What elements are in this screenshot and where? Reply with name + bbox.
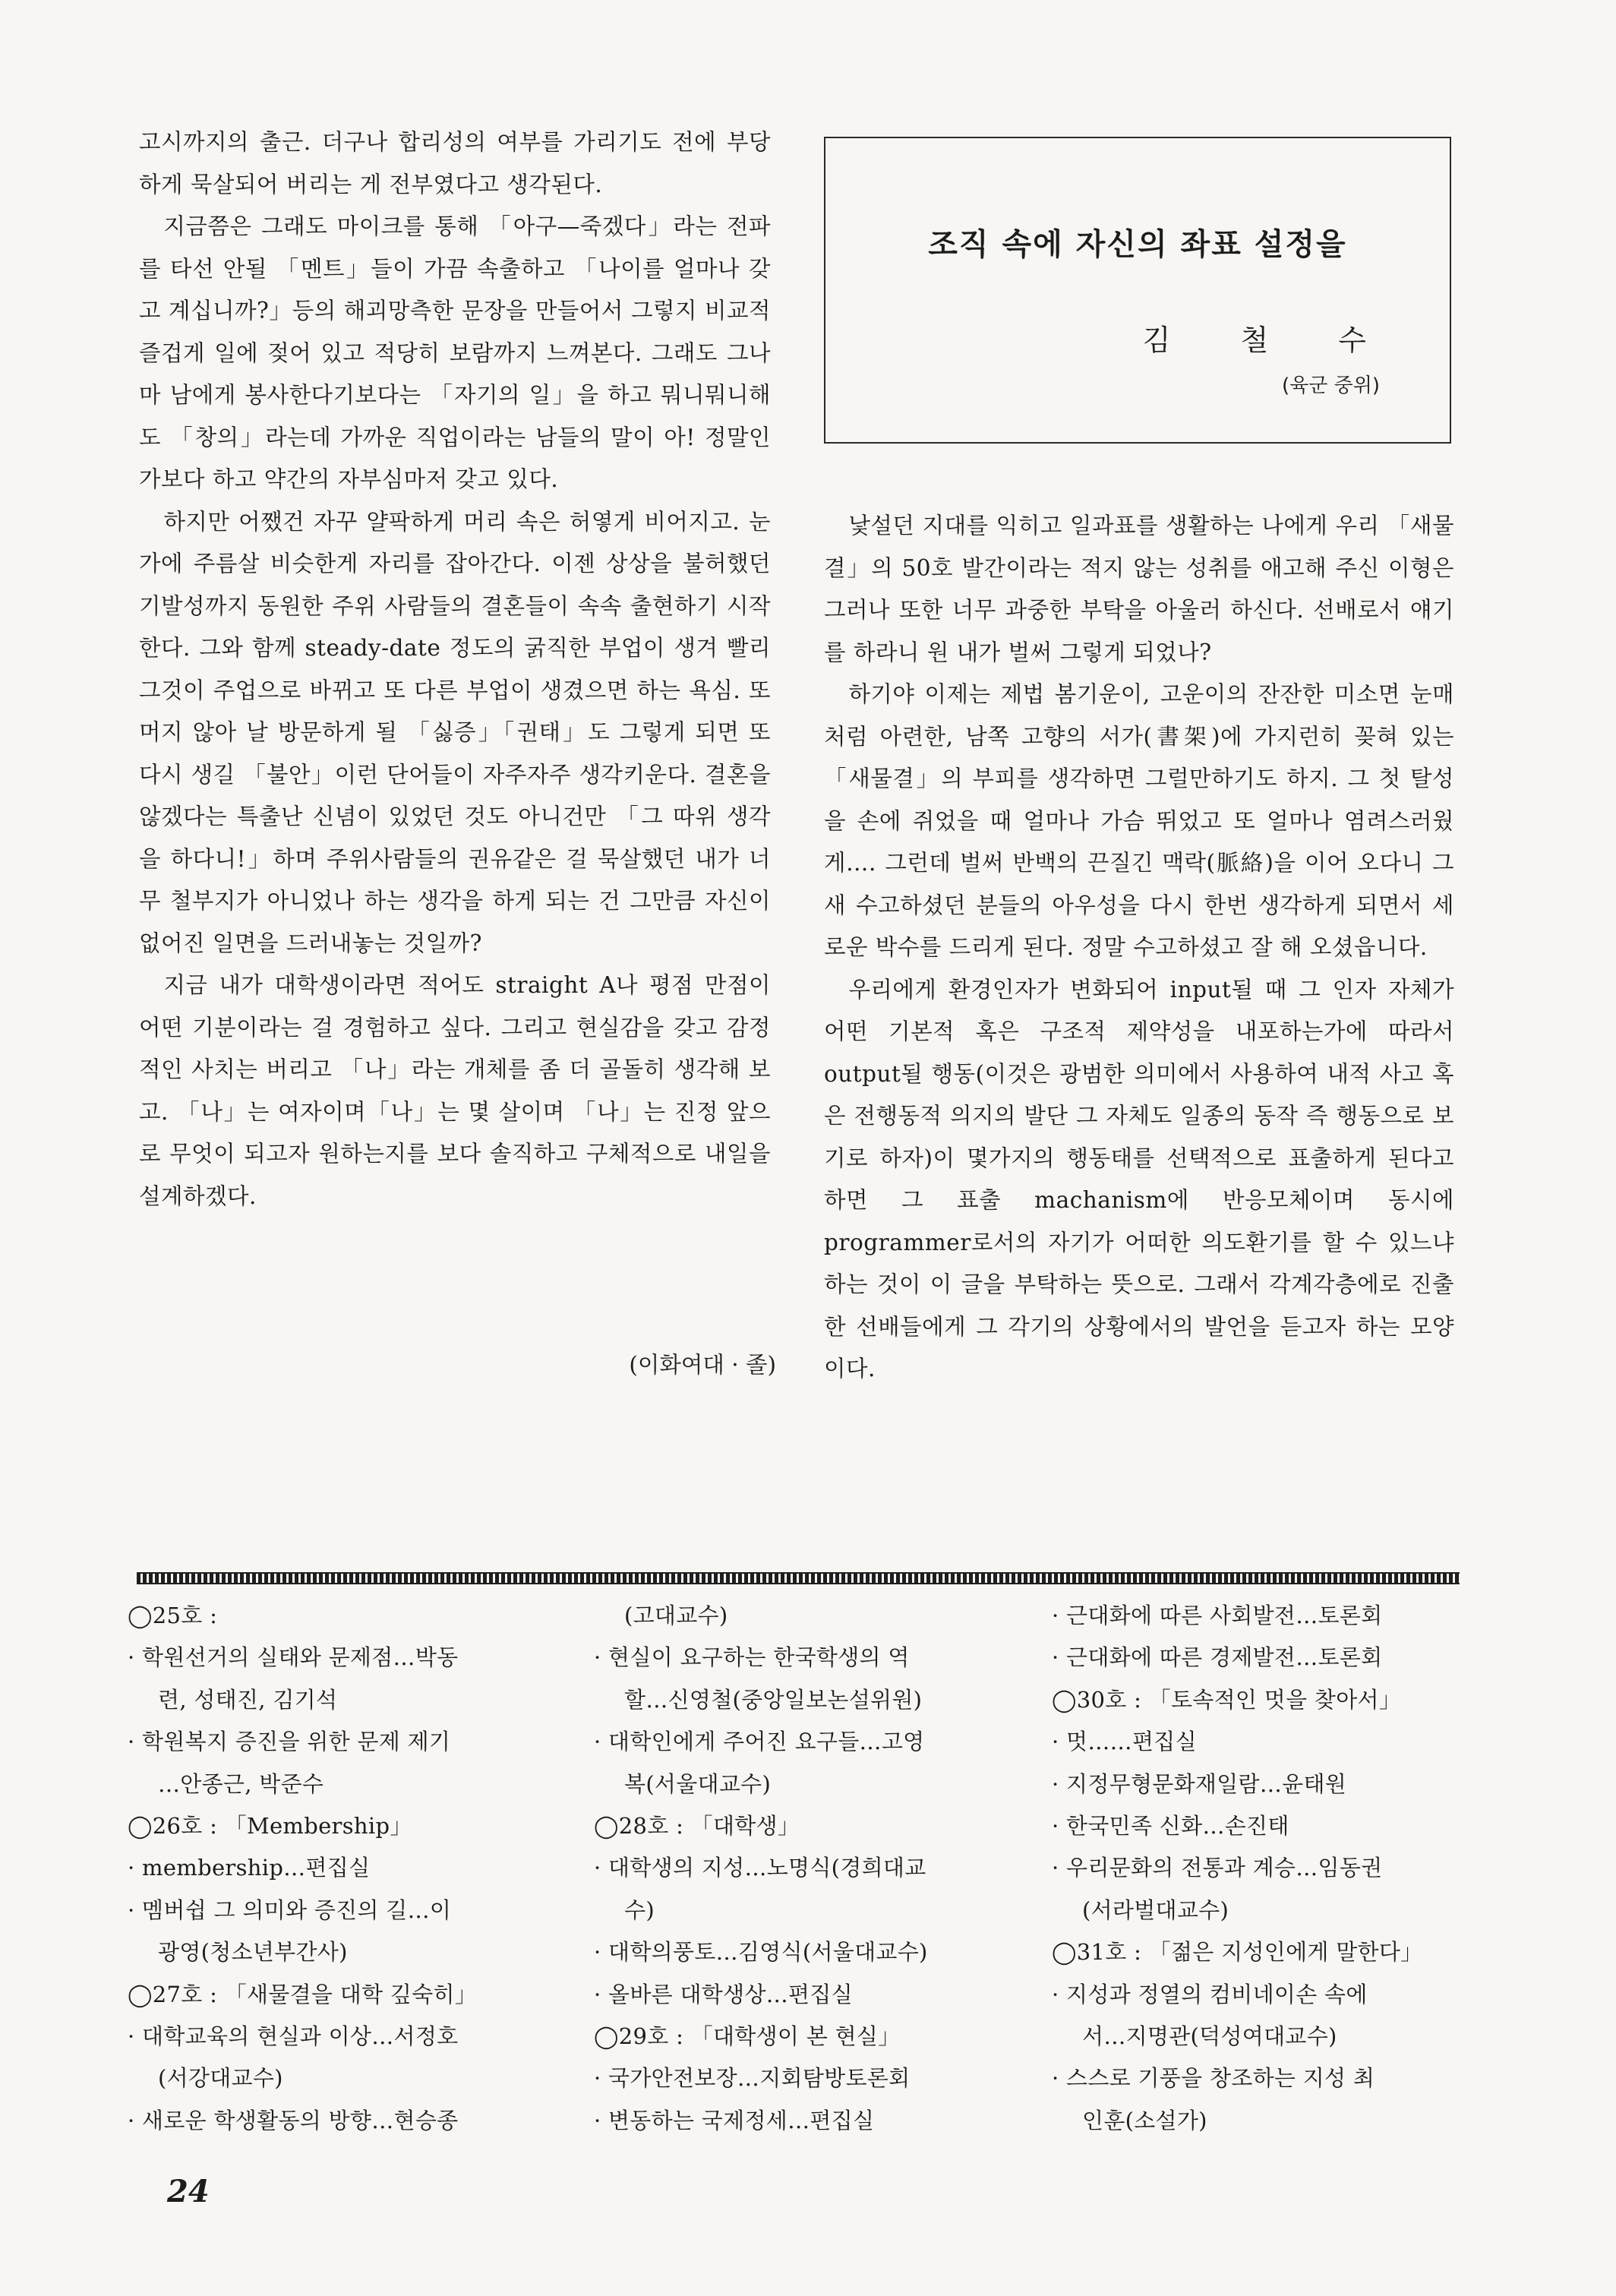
back-issue-line: ◯25호 :: [128, 1603, 218, 1628]
back-issue-line: …안종근, 박준수: [158, 1770, 324, 1797]
back-issue-line: · 스스로 기풍을 창조하는 지성 최: [1052, 2065, 1375, 2092]
right-column: [824, 505, 1454, 1391]
back-issue-line: · 우리문화의 전통과 계승…임동권: [1052, 1855, 1383, 1881]
back-issue-line: ◯30호 : 「토속적인 멋을 찾아서」: [1052, 1686, 1402, 1713]
left-paragraph-4: 지금 내가 대학생이라면 적어도 straight A나 평점 만점이 어떤 기분이라는 걸 경험하고 싶다. 그리고 현실감을 갖고 감정적인 사치는 버리고 「나」라는 개체를 좀 더 골돌히 생각해 보고. 「나」는 여자이며「나」는 몇 살이며 「나」는 진정 앞으로 무엇이 되고자 원하는지를 보다 솔직하고 구체적으로 내일을 설계하겠다.: [139, 972, 771, 1209]
back-issue-line: 련, 성태진, 김기석: [158, 1686, 338, 1713]
back-issue-line: (서강대교수): [158, 2065, 283, 2092]
article-author: 김 철 수: [1142, 324, 1397, 357]
back-issue-line: 서…지명관(덕성여대교수): [1082, 2023, 1337, 2050]
back-issue-line: · 지정무형문화재일람…윤태원: [1052, 1770, 1347, 1797]
back-issue-line: · 현실이 요구하는 한국학생의 역: [594, 1644, 910, 1671]
back-issues-column-2: [594, 1595, 1012, 2142]
right-paragraph-1: 낯설던 지대를 익히고 일과표를 생활하는 나에게 우리 「새물결」의 50호 발간이라는 적지 않는 성취를 애고해 주신 이형은 그러나 또한 너무 과중한 부탁을 아울러 하신다. 선배로서 얘기를 하라니 원 내가 벌써 그렇게 되었나?: [824, 513, 1454, 665]
back-issue-line: ◯29호 : 「대학생이 본 현실」: [594, 2023, 901, 2050]
back-issue-line: 광영(청소년부간사): [158, 1939, 348, 1966]
back-issue-line: ◯26호 : 「Membership」: [128, 1813, 412, 1840]
author-credit: (이화여대 · 졸): [629, 1352, 776, 1378]
back-issue-line: · 대학의풍토…김영식(서울대교수): [594, 1939, 928, 1966]
back-issue-line: · 국가안전보장…지회탐방토론회: [594, 2065, 911, 2092]
back-issue-line: · 대학교육의 현실과 이상…서정호: [128, 2023, 459, 2050]
right-paragraph-2: 하기야 이제는 제법 봄기운이, 고운이의 잔잔한 미소면 눈매처럼 아련한, 남쪽 고향의 서가(書架)에 가지런히 꽂혀 있는 「새물결」의 부피를 생각하면 그럴만하기도 하지. 그 첫 탈성을 손에 쥐었을 때 얼마나 가슴 뛰었고 또 얼마나 염려스러웠게…. 그런데 벌써 반백의 끈질긴 맥락(脈絡)을 이어 오다니 그새 수고하셨던 분들의 아우성을 다시 한번 생각하게 되면서 세로운 박수를 드리게 된다. 정말 수고하셨고 잘 해 오셨읍니다.: [824, 681, 1454, 960]
article-title-box: [824, 137, 1451, 444]
author-affiliation: (육군 중위): [1281, 374, 1380, 397]
back-issue-line: · 지성과 정열의 컴비네이손 속에: [1052, 1981, 1368, 2007]
back-issue-line: · 대학인에게 주어진 요구들…고영: [594, 1729, 925, 1755]
back-issue-line: 인훈(소설가): [1082, 2107, 1207, 2133]
back-issue-line: 복(서울대교수): [624, 1770, 772, 1797]
left-paragraph-3: 하지만 어쨌건 자꾸 얄팍하게 머리 속은 허옇게 비어지고. 눈가에 주름살 비슷한게 자리를 잡아간다. 이젠 상상을 불허했던 기발성까지 동원한 주위 사람들의 결혼들이 속속 출현하기 시작한다. 그와 함께 steady-date 정도의 굵직한 부업이 생겨 빨리 그것이 주업으로 바뀌고 또 다른 부업이 생겼으면 하는 욕심. 또 머지 않아 날 방문하게 될 「싫증」「권태」도 그렇게 되면 또 다시 생길 「불안」이런 단어들이 자주자주 생각키운다. 결혼을 않겠다는 특출난 신념이 있었던 것도 아니건만 「그 따위 생각을 하다니!」하며 주위사람들의 권유같은 걸 묵살했던 내가 너무 철부지가 아니었나 하는 생각을 하게 되는 건 그만큼 자신이 없어진 일면을 드러내놓는 것일까?: [139, 508, 771, 956]
back-issue-line: (고대교수): [624, 1603, 728, 1628]
back-issue-line: · 학원복지 증진을 위한 문제 제기: [128, 1729, 451, 1755]
back-issues-column-1: [128, 1595, 553, 2142]
back-issue-line: (서라벌대교수): [1082, 1896, 1229, 1923]
back-issue-line: · 근대화에 따른 경제발전…토론회: [1052, 1644, 1383, 1671]
right-paragraph-3: 우리에게 환경인자가 변화되어 input될 때 그 인자 자체가 어떤 기본적 혹은 구조적 제약성을 내포하는가에 따라서 output될 행동(이것은 광범한 의미에서 사용하여 내적 사고 혹은 전행동적 의지의 발단 그 자체도 일종의 동작 즉 행동으로 보기로 하자)이 몇가지의 행동태를 선택적으로 표출하게 된다고 하면 그 표출 machanism에 반응모체이며 동시에 programmer로서의 자기가 어떠한 의도환기를 할 수 있느냐 하는 것이 이 글을 부탁하는 뜻으로. 그래서 각계각층에로 진출한 선배들에게 그 각기의 상황에서의 발언을 듣고자 하는 모양이다.: [824, 976, 1454, 1382]
left-paragraph-1: 고시까지의 출근. 더구나 합리성의 여부를 가리기도 전에 부당하게 묵살되어 버리는 게 전부였다고 생각된다.: [139, 129, 771, 197]
back-issue-line: · 근대화에 따른 사회발전…토론회: [1052, 1603, 1383, 1628]
article-title: 조직 속에 자신의 좌표 설정을: [928, 227, 1347, 262]
back-issue-line: ◯31호 : 「젊은 지성인에게 말한다」: [1052, 1939, 1423, 1966]
back-issue-line: · 학원선거의 실태와 문제점…박동: [128, 1644, 459, 1671]
back-issue-line: 수): [624, 1896, 655, 1923]
back-issue-line: · 멤버쉽 그 의미와 증진의 길…이: [128, 1896, 452, 1923]
left-paragraph-2: 지금쯤은 그래도 마이크를 통해 「아구—죽겠다」라는 전파를 타선 안될 「멘트」들이 가끔 속출하고 「나이를 얼마나 갖고 계십니까?」등의 해괴망측한 문장을 만들어서 그렇지 비교적 즐겁게 일에 젖어 있고 적당히 보람까지 느껴본다. 그래도 그나마 남에게 봉사한다기보다는 「자기의 일」을 하고 뭐니뭐니해도 「창의」라는데 가까운 직업이라는 남들의 말이 아! 정말인가보다 하고 약간의 자부심마저 갖고 있다.: [139, 213, 771, 492]
back-issue-line: 할…신영철(중앙일보논설위원): [624, 1686, 923, 1713]
back-issue-line: · 대학생의 지성…노명식(경희대교: [594, 1855, 926, 1881]
back-issue-line: · 한국민족 신화…손진태: [1052, 1813, 1289, 1840]
back-issue-line: ◯28호 : 「대학생」: [594, 1813, 800, 1840]
left-column: [139, 122, 771, 1217]
back-issue-line: · 새로운 학생활동의 방향…현승종: [128, 2107, 459, 2133]
back-issue-line: ◯27호 : 「새물결을 대학 깊숙히」: [128, 1981, 478, 2007]
page-number: 24: [167, 2174, 210, 2209]
section-divider: [137, 1572, 1460, 1584]
back-issue-line: · membership…편집실: [128, 1855, 371, 1881]
back-issues-column-3: [1052, 1595, 1466, 2142]
back-issue-line: · 멋……편집실: [1052, 1729, 1197, 1755]
back-issue-line: · 올바른 대학생상…편집실: [594, 1981, 853, 2007]
back-issue-line: · 변동하는 국제정세…편집실: [594, 2107, 875, 2133]
